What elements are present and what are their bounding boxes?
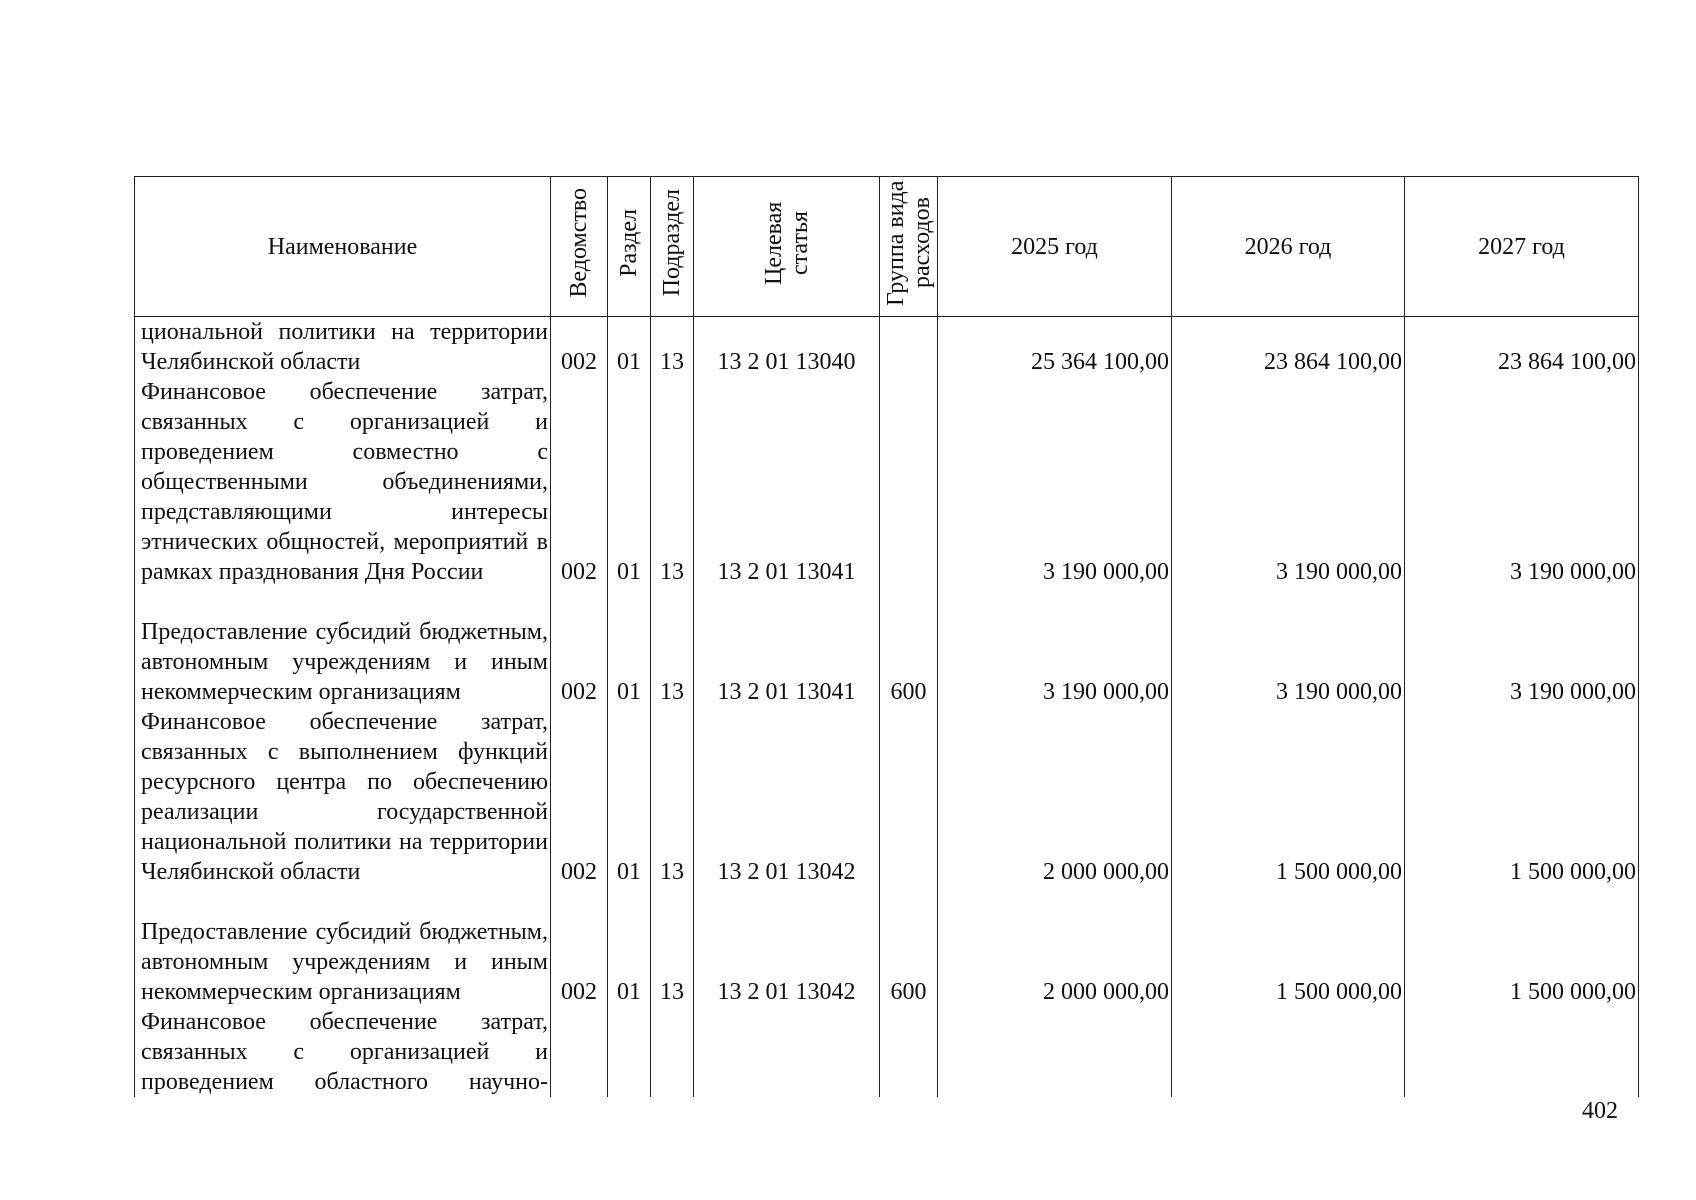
header-2025: 2025 год bbox=[938, 177, 1172, 317]
row-dept: 002 bbox=[551, 317, 608, 378]
row-2027: 23 864 100,00 bbox=[1405, 317, 1639, 378]
table-row bbox=[135, 377, 1639, 587]
row-2025: 2 000 000,00 bbox=[938, 707, 1172, 887]
row-subsection: 13 bbox=[651, 377, 694, 587]
header-2027: 2027 год bbox=[1405, 177, 1639, 317]
table-row bbox=[135, 317, 1639, 378]
row-name: Финансовое обеспечение затрат, связанных с организацией и проведением совместно с общественными объединениями, представляющими интересы этнических общностей, мероприятий в рамках празднования Дня России bbox=[135, 377, 551, 587]
page-number: 402 bbox=[1582, 1098, 1618, 1124]
row-2027: 1 500 000,00 bbox=[1405, 707, 1639, 887]
row-group bbox=[880, 317, 938, 378]
row-name: Предоставление субсидий бюджетным, автономным учреждениям и иным некоммерческим организациям bbox=[135, 887, 551, 1007]
row-name: Финансовое обеспечение затрат, связанных с выполнением функций ресурсного центра по обеспечению реализации государственной национальной политики на территории Челябинской области bbox=[135, 707, 551, 887]
row-group: 600 bbox=[880, 887, 938, 1007]
row-section: 01 bbox=[608, 887, 651, 1007]
row-2026: 3 190 000,00 bbox=[1172, 377, 1405, 587]
header-name: Наименование bbox=[135, 177, 551, 317]
row-group bbox=[880, 377, 938, 587]
header-section: Раздел bbox=[608, 177, 651, 317]
row-2027: 3 190 000,00 bbox=[1405, 377, 1639, 587]
row-name: Предоставление субсидий бюджетным, автономным учреждениям и иным некоммерческим организациям bbox=[135, 587, 551, 707]
table-row bbox=[135, 887, 1639, 1007]
row-target: 13 2 01 13040 bbox=[694, 317, 880, 378]
header-2026: 2026 год bbox=[1172, 177, 1405, 317]
header-dept: Ведомство bbox=[551, 177, 608, 317]
row-section: 01 bbox=[608, 707, 651, 887]
row-name: циональной политики на территории Челябинской области bbox=[135, 317, 551, 378]
table-row bbox=[135, 707, 1639, 887]
row-target: 13 2 01 13041 bbox=[694, 587, 880, 707]
row-2026: 23 864 100,00 bbox=[1172, 317, 1405, 378]
row-2025 bbox=[938, 1007, 1172, 1097]
row-group bbox=[880, 707, 938, 887]
row-section: 01 bbox=[608, 377, 651, 587]
row-target: 13 2 01 13041 bbox=[694, 377, 880, 587]
row-2026: 1 500 000,00 bbox=[1172, 707, 1405, 887]
row-subsection bbox=[651, 1007, 694, 1097]
row-dept: 002 bbox=[551, 707, 608, 887]
row-2025: 25 364 100,00 bbox=[938, 317, 1172, 378]
row-2027: 1 500 000,00 bbox=[1405, 887, 1639, 1007]
row-2025: 2 000 000,00 bbox=[938, 887, 1172, 1007]
row-dept: 002 bbox=[551, 887, 608, 1007]
row-section: 01 bbox=[608, 317, 651, 378]
row-target: 13 2 01 13042 bbox=[694, 887, 880, 1007]
header-exp-group: Группа вида расходов bbox=[880, 177, 938, 317]
row-subsection: 13 bbox=[651, 317, 694, 378]
row-subsection: 13 bbox=[651, 887, 694, 1007]
row-target: 13 2 01 13042 bbox=[694, 707, 880, 887]
row-dept bbox=[551, 1007, 608, 1097]
table-row bbox=[135, 587, 1639, 707]
row-2025: 3 190 000,00 bbox=[938, 377, 1172, 587]
row-name: Финансовое обеспечение затрат, связанных с организацией и проведением областного научно- bbox=[135, 1007, 551, 1097]
row-2027: 3 190 000,00 bbox=[1405, 587, 1639, 707]
row-group bbox=[880, 1007, 938, 1097]
row-2025: 3 190 000,00 bbox=[938, 587, 1172, 707]
row-subsection: 13 bbox=[651, 707, 694, 887]
row-target bbox=[694, 1007, 880, 1097]
budget-table bbox=[134, 176, 1639, 1097]
row-2026 bbox=[1172, 1007, 1405, 1097]
row-group: 600 bbox=[880, 587, 938, 707]
row-2027 bbox=[1405, 1007, 1639, 1097]
header-target: Целевая статья bbox=[694, 177, 880, 317]
row-section: 01 bbox=[608, 587, 651, 707]
row-2026: 3 190 000,00 bbox=[1172, 587, 1405, 707]
table-row bbox=[135, 1007, 1639, 1097]
row-2026: 1 500 000,00 bbox=[1172, 887, 1405, 1007]
row-dept: 002 bbox=[551, 377, 608, 587]
row-section bbox=[608, 1007, 651, 1097]
row-dept: 002 bbox=[551, 587, 608, 707]
table-header-row bbox=[135, 177, 1639, 317]
header-subsection: Подраздел bbox=[651, 177, 694, 317]
row-subsection: 13 bbox=[651, 587, 694, 707]
